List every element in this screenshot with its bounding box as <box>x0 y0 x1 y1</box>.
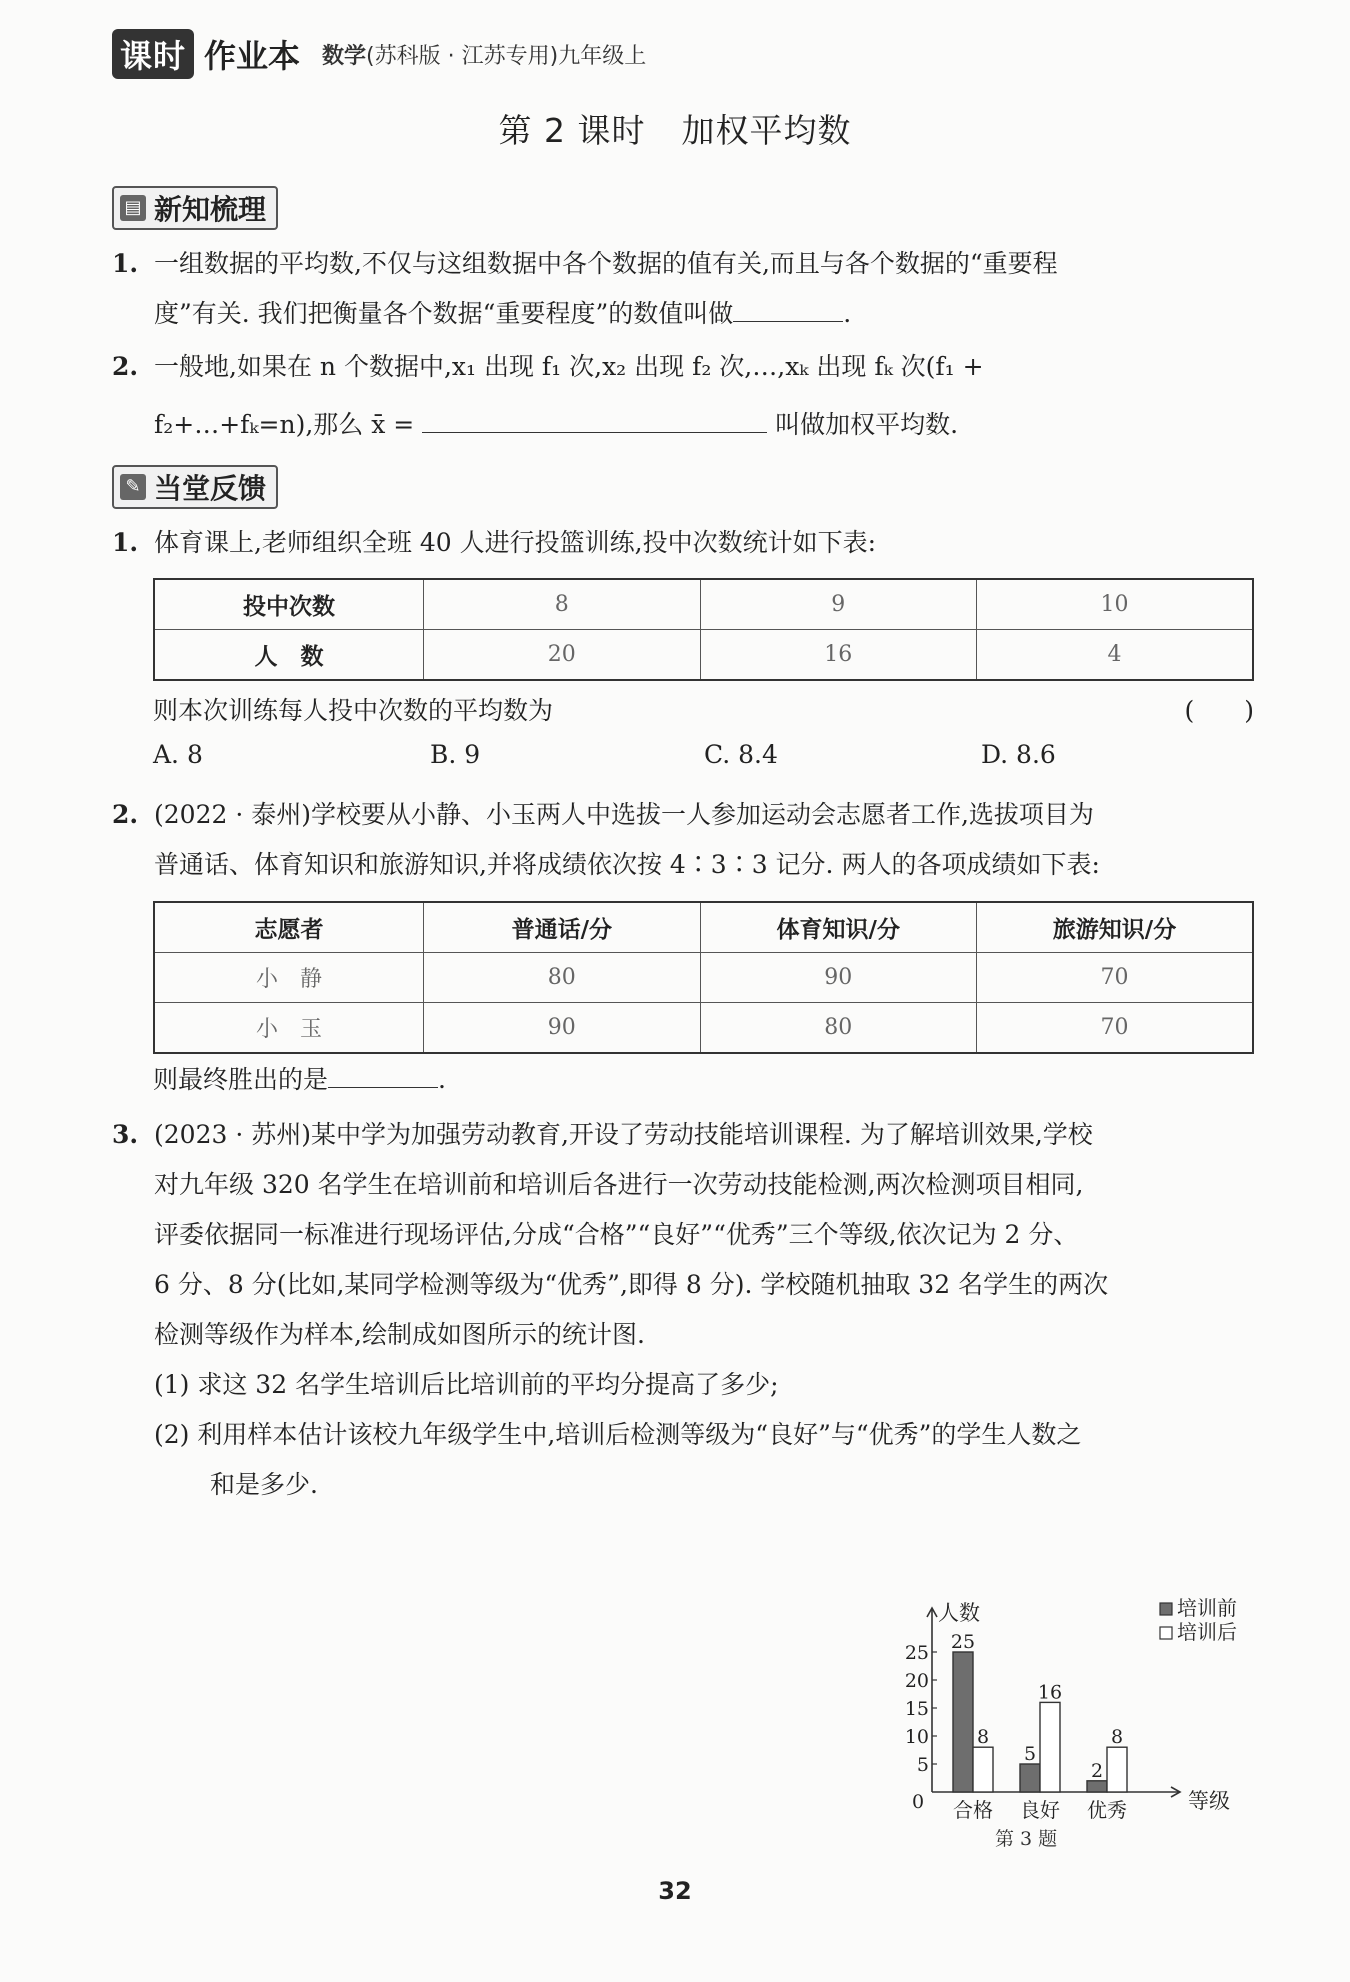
table-cell: 70 <box>977 953 1254 1003</box>
book-info <box>322 39 646 70</box>
y-tick-label: 10 <box>904 1726 929 1748</box>
data-label: 5 <box>1023 1743 1037 1765</box>
table-row <box>154 630 1253 681</box>
answer-blank[interactable] <box>733 293 843 322</box>
choice-d[interactable]: D. 8.6 <box>981 740 1056 769</box>
table-header-cell: 志愿者 <box>154 902 424 953</box>
lesson-number: 第 2 课时 <box>498 111 646 150</box>
table-cell: 投中次数 <box>154 579 424 630</box>
question-text-after: . <box>843 299 852 328</box>
legend-label: 培训前 <box>1177 1596 1237 1620</box>
table-row <box>154 579 1253 630</box>
table-cell: 小 玉 <box>154 1003 424 1054</box>
bar <box>973 1747 993 1792</box>
x-axis-label: 等级 <box>1188 1789 1230 1813</box>
table-header-cell: 体育知识/分 <box>700 902 976 953</box>
bar <box>1020 1764 1040 1792</box>
formula-blank[interactable] <box>422 404 767 433</box>
choice-a[interactable]: A. 8 <box>153 740 203 769</box>
question-text: 一般地,如果在 n 个数据中,x₁ 出现 f₁ 次,x₂ 出现 f₂ 次,…,xₖ 出现 fₖ 次(f₁ + <box>154 352 984 381</box>
legend-swatch <box>1160 1603 1172 1615</box>
table-cell: 90 <box>700 953 976 1003</box>
question-text: 体育课上,老师组织全班 40 人进行投篮训练,投中次数统计如下表: <box>154 528 877 557</box>
question-text: 对九年级 320 名学生在培训前和培训后各进行一次劳动技能检测,两次检测项目相同, <box>154 1170 1084 1199</box>
lesson-topic: 加权平均数 <box>681 111 852 150</box>
section-feedback <box>112 465 278 509</box>
data-label: 2 <box>1090 1759 1104 1782</box>
page-number: 32 <box>658 1877 692 1905</box>
question-number: 3. <box>112 1120 139 1149</box>
brand-logo: 课时 <box>112 29 194 79</box>
table-cell: 70 <box>977 1003 1254 1054</box>
data-label: 16 <box>1037 1681 1063 1704</box>
question-text: (2023 · 苏州)某中学为加强劳动教育,开设了劳动技能培训课程. 为了解培训效果,学校 <box>154 1120 1093 1149</box>
feedback-question-2-stem <box>153 1055 1303 1105</box>
knowledge-question-2 <box>112 342 1262 450</box>
question-text: 一组数据的平均数,不仅与这组数据中各个数据的值有关,而且与各个数据的“重要程 <box>154 249 1058 278</box>
table-cell: 20 <box>424 630 700 681</box>
shooting-table <box>153 578 1254 681</box>
book-icon: ▤ <box>120 195 146 221</box>
table-row <box>154 953 1253 1003</box>
table-cell: 80 <box>424 953 700 1003</box>
sub-question-2: (2) 利用样本估计该校九年级学生中,培训后检测等级为“良好”与“优秀”的学生人数之 <box>154 1420 1082 1449</box>
answer-choices <box>153 740 1253 780</box>
table-header-cell: 普通话/分 <box>424 902 700 953</box>
feedback-question-1 <box>112 518 1262 568</box>
question-text <box>154 400 1262 450</box>
answer-blank[interactable] <box>328 1059 438 1088</box>
table-cell: 8 <box>424 579 700 630</box>
question-text: (2022 · 泰州)学校要从小静、小玉两人中选拔一人参加运动会志愿者工作,选拔项目为 <box>154 800 1094 829</box>
page-header <box>112 28 646 80</box>
volunteer-table <box>153 901 1254 1054</box>
question-text-before: f₂+…+fₖ=n),那么 x̄ = <box>154 410 415 439</box>
table-cell: 16 <box>700 630 976 681</box>
sub-question-1: (1) 求这 32 名学生培训后比培训前的平均分提高了多少; <box>154 1370 779 1399</box>
data-label: 8 <box>976 1726 990 1749</box>
feedback-question-1-stem <box>153 686 1254 736</box>
question-text: 普通话、体育知识和旅游知识,并将成绩依次按 4∶3∶3 记分. 两人的各项成绩如下表: <box>154 850 1100 879</box>
section-feedback-label: 当堂反馈 <box>154 472 267 505</box>
y-tick-label: 20 <box>904 1670 929 1692</box>
table-cell: 80 <box>700 1003 976 1054</box>
y-tick-label: 5 <box>916 1754 929 1776</box>
question-text-before: 则最终胜出的是 <box>153 1065 329 1094</box>
chart-caption: 第 3 题 <box>995 1828 1058 1850</box>
table-cell: 90 <box>424 1003 700 1054</box>
brand-name: 作业本 <box>204 37 301 75</box>
section-knowledge-label: 新知梳理 <box>154 193 267 226</box>
edition-label: (苏科版 · 江苏专用)九年级上 <box>366 43 647 69</box>
question-number: 1. <box>112 249 139 278</box>
section-knowledge <box>112 186 278 230</box>
question-text: 则本次训练每人投中次数的平均数为 <box>153 696 554 725</box>
x-tick-label: 优秀 <box>1087 1798 1127 1822</box>
lesson-title <box>0 105 1350 152</box>
legend-swatch <box>1160 1627 1172 1639</box>
knowledge-question-1 <box>112 239 1262 339</box>
y-tick-label: 0 <box>911 1791 925 1813</box>
answer-bracket[interactable]: ( ) <box>1184 696 1254 725</box>
question-text: 6 分、8 分(比如,某同学检测等级为“优秀”,即得 8 分). 学校随机抽取 32 名学生的两次 <box>154 1270 1109 1299</box>
bar-chart <box>880 1555 1280 1855</box>
question-text: 检测等级作为样本,绘制成如图所示的统计图. <box>154 1320 645 1349</box>
subject-label: 数学 <box>322 43 367 69</box>
question-number: 1. <box>112 528 139 557</box>
y-tick-label: 15 <box>904 1698 929 1720</box>
feedback-question-3 <box>112 1110 1262 1510</box>
bar <box>953 1652 973 1792</box>
y-axis-label: 人数 <box>938 1601 980 1625</box>
table-header-row <box>154 902 1253 953</box>
data-label: 25 <box>950 1631 976 1653</box>
bar <box>1107 1747 1127 1792</box>
bar <box>1087 1781 1107 1792</box>
table-cell: 9 <box>700 579 976 630</box>
table-cell: 小 静 <box>154 953 424 1003</box>
table-row <box>154 1003 1253 1054</box>
pencil-icon: ✎ <box>120 474 146 500</box>
feedback-question-2 <box>112 790 1262 890</box>
table-header-cell: 旅游知识/分 <box>977 902 1254 953</box>
sub-question-2-cont: 和是多少. <box>210 1470 318 1499</box>
question-text-before: 度”有关. 我们把衡量各个数据“重要程度”的数值叫做 <box>154 299 734 328</box>
data-label: 8 <box>1110 1726 1124 1749</box>
choice-c[interactable]: C. 8.4 <box>704 740 778 769</box>
table-cell: 人 数 <box>154 630 424 681</box>
bar <box>1040 1702 1060 1792</box>
question-text-after: 叫做加权平均数. <box>775 410 959 439</box>
question-text-after: . <box>438 1065 446 1094</box>
question-text: 评委依据同一标准进行现场评估,分成“合格”“良好”“优秀”三个等级,依次记为 2 分、 <box>154 1220 1079 1249</box>
legend-label: 培训后 <box>1177 1620 1237 1644</box>
question-number: 2. <box>112 800 139 829</box>
choice-b[interactable]: B. 9 <box>430 740 481 769</box>
x-tick-label: 合格 <box>953 1798 993 1822</box>
x-tick-label: 良好 <box>1020 1798 1060 1822</box>
table-cell: 4 <box>977 630 1254 681</box>
table-cell: 10 <box>977 579 1254 630</box>
question-text <box>154 289 1262 339</box>
question-number: 2. <box>112 352 139 381</box>
y-tick-label: 25 <box>904 1642 929 1664</box>
